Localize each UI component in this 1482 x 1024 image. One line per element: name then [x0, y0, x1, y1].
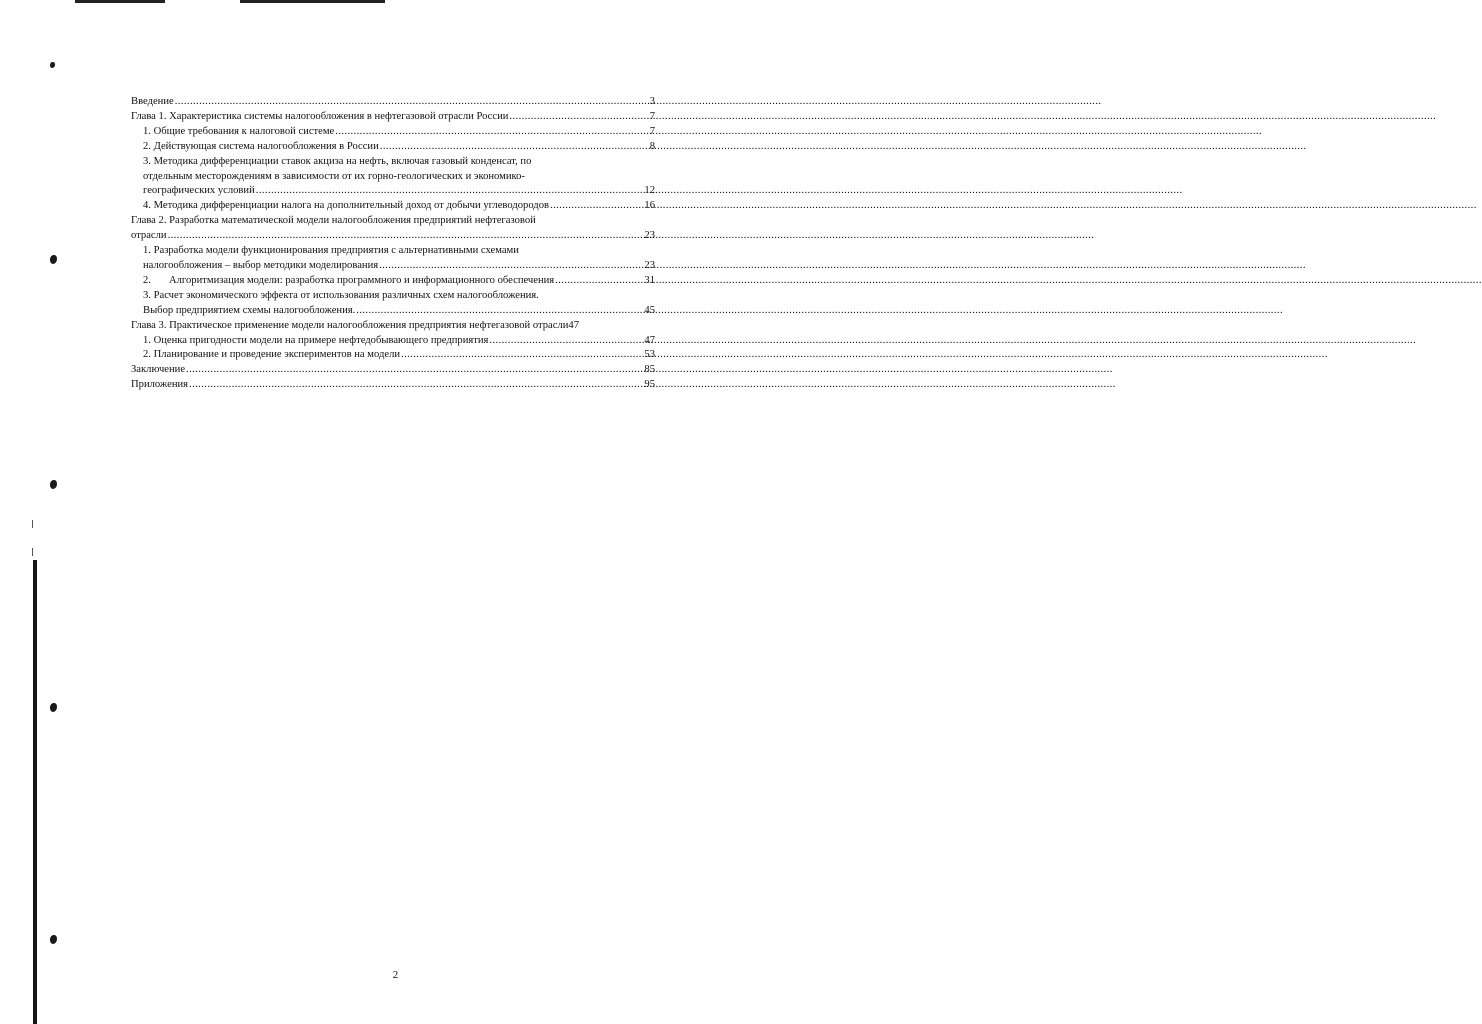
toc-entry-1-3-line-3: географических условий ..... 12	[131, 184, 655, 199]
scan-artifact-line	[32, 520, 33, 528]
toc-entry-3-2: 2. Планирование и проведение экспериментов на модели ..... 53	[131, 348, 655, 363]
toc-entry-1-2: 2. Действующая система налогообложения в России ..... 8	[131, 140, 655, 155]
toc-entry-1-4: 4. Методика дифференциации налога на дополнительный доход от добычи углеводородов ..... 16	[131, 199, 655, 214]
toc-entry-appendices: Приложения ..... 95	[131, 378, 655, 393]
toc-entry-chapter-1: Глава 1. Характеристика системы налогообложения в нефтегазовой отрасли России ..... 7	[131, 110, 655, 125]
toc-entry-1-3-line-2: отдельным месторождениям в зависимости от их горно-геологических и экономико-	[143, 170, 525, 182]
toc-entry-3-1: 1. Оценка пригодности модели на примере нефтедобывающего предприятия ..... 47	[131, 334, 655, 349]
table-of-contents	[131, 95, 655, 393]
punch-hole-mark	[50, 703, 57, 712]
toc-entry-chapter-3: Глава 3. Практическое применение модели налогообложения предприятия нефтегазовой отрасли 47	[131, 319, 579, 331]
toc-entry-1-1: 1. Общие требования к налоговой системе ..... 7	[131, 125, 655, 140]
toc-entry-chapter-2-line-1: Глава 2. Разработка математической модели налогообложения предприятий нефтегазовой	[131, 215, 536, 227]
scan-artifact-top-1	[75, 0, 165, 3]
punch-hole-mark	[50, 935, 57, 944]
toc-entry-2-2: 2. Алгоритмизация модели: разработка программного и информационного обеспечения ..... 31	[131, 274, 655, 289]
punch-hole-mark	[50, 62, 55, 68]
toc-entry-2-1-line-2: налогообложения – выбор методики моделирования ..... 23	[131, 259, 655, 274]
punch-hole-mark	[50, 480, 57, 489]
toc-entry-chapter-2-line-2: отрасли ..... 23	[131, 229, 655, 244]
toc-entry-conclusion: Заключение ..... 85	[131, 363, 655, 378]
toc-entry-2-3-line-1: 3. Расчет экономического эффекта от использования различных схем налогообложения.	[143, 289, 539, 301]
punch-hole-mark	[50, 255, 57, 264]
toc-entry-2-3-line-2: Выбор предприятием схемы налогообложения. ..... 45	[131, 304, 655, 319]
toc-entry-introduction: Введение ..... 3	[131, 95, 655, 110]
scan-artifact-left-edge	[33, 560, 37, 1024]
toc-entry-2-1-line-1: 1. Разработка модели функционирования предприятия с альтернативными схемами	[143, 245, 519, 257]
page-number: 2	[392, 969, 399, 981]
toc-entry-1-3-line-1: 3. Методика дифференциации ставок акциза на нефть, включая газовый конденсат, по	[143, 155, 532, 167]
scan-artifact-top-2	[240, 0, 385, 3]
scan-artifact-line	[32, 548, 33, 556]
